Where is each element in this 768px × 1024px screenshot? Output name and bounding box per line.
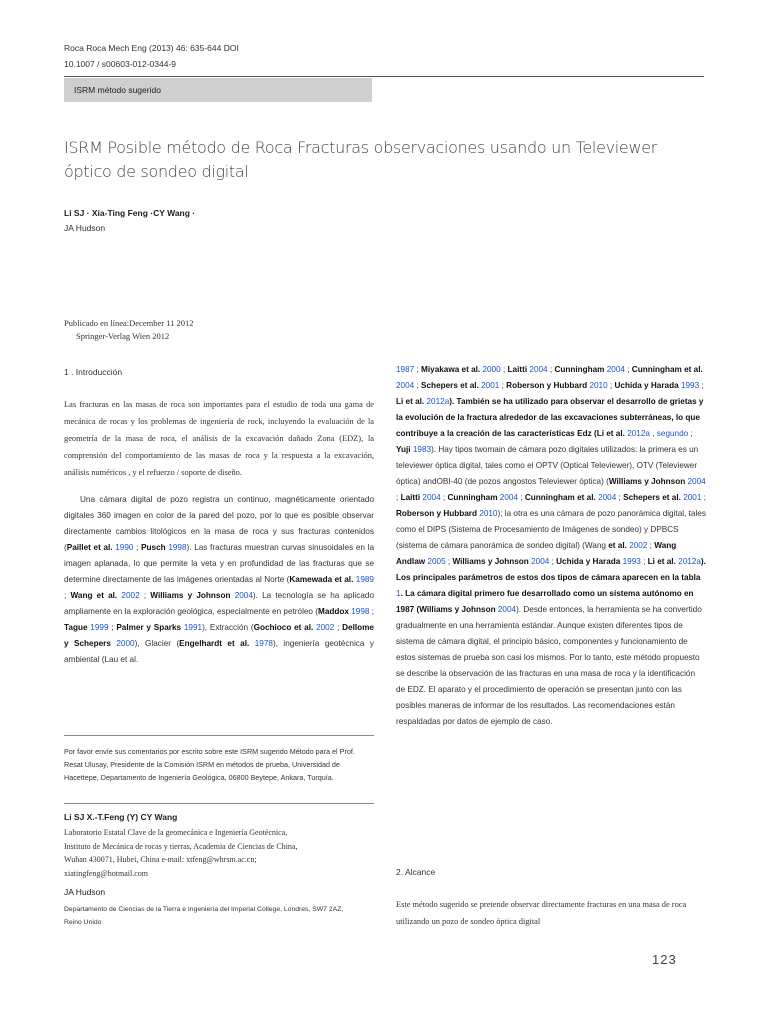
ref-link-2000[interactable]: 2000 xyxy=(116,639,135,648)
ref-williams: Williams y Johnson xyxy=(150,591,231,600)
ref-link-2012a-3[interactable]: 2012a xyxy=(678,557,701,566)
scope-heading: 2. Alcance xyxy=(396,867,436,877)
affil1-line-1: Laboratorio Estatal Clave de la geomecánica e Ingeniería Geotécnica, xyxy=(64,828,288,837)
ref-dellome: Dellome y Schepers xyxy=(64,623,374,648)
ref-miyakawa: Miyakawa et al. xyxy=(421,365,481,374)
ref-link-2001b[interactable]: 2001 xyxy=(683,493,702,502)
ref-schepers-2: Schepers et al. xyxy=(623,493,681,502)
ref-williams-2: Williams y Johnson xyxy=(608,477,686,486)
affil2-line-2: Reino Unido xyxy=(64,919,102,926)
ref-palmer: Palmer y Sparks xyxy=(116,623,182,632)
affiliation-1-name: Li SJ X.-T.Feng (Y) CY Wang xyxy=(64,812,178,822)
ref-link-1991[interactable]: 1991 xyxy=(183,623,203,632)
ref-li-3: Li et al. xyxy=(647,557,676,566)
ref-laitti: Laitti xyxy=(507,365,528,374)
p2-s5: ), Glacier ( xyxy=(134,639,180,648)
ref-link-1999[interactable]: 1999 xyxy=(90,623,109,632)
scope-text: Este método sugerido se pretende observar directamente fracturas en una masa de roca utilizando un pozo de sondeo óptica digital xyxy=(396,900,687,926)
suggested-method-tag: ISRM método sugerido xyxy=(64,78,372,102)
ref-kamewada: Kamewada et al. xyxy=(289,575,354,584)
ref-link-1990[interactable]: 1990 xyxy=(115,543,134,552)
rp-s4: ). Los principales parámetros de estos dos tipos de cámara aparecen en la tabla xyxy=(396,557,706,582)
p2-s6: ), ingeniería geotécnica y ambiental (Lau et al. xyxy=(64,639,374,664)
ref-williams-3: Williams y Johnson xyxy=(452,557,529,566)
ref-link-1998b[interactable]: 1998 xyxy=(351,607,370,616)
ref-link-2004c[interactable]: 2004 xyxy=(606,365,625,374)
intro-paragraph-1 xyxy=(64,396,374,481)
p2-s2: . Las fracturas muestran curvas sinusoidales en la imagen aplanada, lo que permite la veta y en profundidad de las fracturas que se determine directamente de las imágenes orientadas al Norte ( xyxy=(64,543,374,584)
rp-s3: ); la otra es una cámara de pozo panorámica digital, tales como el DIPS (Sistema de Procesamiento de Imágenes de sondeo) y DPBCS (sistema de cámara panorámica de sondeo digital) (Wang xyxy=(396,509,706,550)
right-column-paragraph: 1987 ; Miyakawa et al. 2000 ; Laitti 2004 ; Cunningham 2004 ; Cunningham et al. 2004 ; Schepers et al. 2001 ; Roberson y Hubbard 2010 ; Uchida y Harada 1993 ; Li et al. 2012a). También se ha utilizado para observar el desarrollo de grietas y la evolución de la fractura alrededor de las excavaciones subterráneas, lo que contribuye a la creación de las características Edz (Li et al. 2012a , segundo ; Yuji 1983). Hay tipos twomain de cámara pozo digitales utilizados: la primera es un televiewer óptica digital, tales como el OPTV (Optical Televiewer), OTV (Televiewer óptica) andOBI-40 (de pozos angostos Televiewer óptica) (Williams y Johnson 2004 ; Laitti 2004 ; Cunningham 2004 ; Cunningham et al. 2004 ; Schepers et al. 2001 ; Roberson y Hubbard 2010); la otra es una cámara de pozo panorámica digital, tales como el DIPS (Sistema de Procesamiento de Imágenes de sondeo) y DPBCS (sistema de cámara panorámica de sondeo digital) (Wang et al. 2002 ; Wang Andlaw 2005 ; Williams y Johnson 2004 ; Uchida y Harada 1993 ; Li et al. 2012a). Los principales parámetros de estos dos tipos de cámara aparecen en la tabla 1. La cámara digital primero fue desarrollado como un sistema autónomo en 1987 (Williams y Johnson 2004). Desde entonces, la herramienta se ha convertido gradualmente en una herramienta estándar. Aunque existen diferentes tipos de sistema de cámara digital, el principio básico, componentes y funcionamiento de estos sistemas de prueba son casi los mismos. Por lo tanto, este método propuesto se describe la observación de las fracturas en una masa de roca y la identificación de EDZ. El aparato y el procedimiento de operación se presentan junto con las posibles maneras de informar de los resultados. Las recomendaciones están respaldadas por datos de ejemplo de caso. xyxy=(396,365,706,726)
ref-yuji: Yuji xyxy=(396,445,411,454)
ref-link-2010[interactable]: 2010 xyxy=(589,381,608,390)
ref-link-2004e[interactable]: 2004 xyxy=(687,477,706,486)
ref-link-2004h[interactable]: 2004 xyxy=(598,493,617,502)
ref-link-2004j[interactable]: 2004 xyxy=(497,605,517,614)
intro-paragraph-1-text: Las fracturas en las masas de roca son importantes para el estudio de toda una gama de mecánica de rocas y los problemas de ingeniería de rock, incluyendo la evaluación de la geometría de la masa de roca, el análisis de la excavación dañado Zona (EDZ), la comprensión del comportamiento de las masas de roca y la respuesta a la excavación, análisis numéricos , y el refuerzo / soporte de diseño. xyxy=(64,400,374,477)
affil1-line-4: xiatingfeng@hotmail.com xyxy=(64,868,149,878)
ref-uchida: Uchida y Harada xyxy=(614,381,679,390)
affil2-line-1: Departamento de Ciencias de la Tierra e Ingeniería del Imperial College, Londres, SW7 2AZ, xyxy=(64,906,344,913)
affiliation-rule xyxy=(64,803,374,804)
rp-s5: . La cámara digital primero fue desarrollado como un sistema autónomo en 1987 ( xyxy=(396,589,694,614)
ref-roberson-2: Roberson y Hubbard xyxy=(396,509,477,518)
ref-wang-andlaw: Wang Andlaw xyxy=(396,541,677,566)
ref-link-2012a[interactable]: 2012a xyxy=(426,397,450,406)
ref-link-2001[interactable]: 2001 xyxy=(481,381,500,390)
ref-link-2004d[interactable]: 2004 xyxy=(396,381,415,390)
ref-link-2004f[interactable]: 2004 xyxy=(422,493,441,502)
header-rule xyxy=(64,76,704,77)
ref-pusch: Pusch xyxy=(141,543,166,552)
table-link-1[interactable]: 1 xyxy=(396,589,401,598)
ref-paillet: Paillet et al. xyxy=(66,543,113,552)
ref-link-2000b[interactable]: 2000 xyxy=(482,365,501,374)
ref-link-1993b[interactable]: 1993 xyxy=(622,557,641,566)
ref-link-2005[interactable]: 2005 xyxy=(427,557,446,566)
p2-s4: ), Extracción ( xyxy=(202,623,254,632)
ref-link-1987[interactable]: 1987 xyxy=(396,365,415,374)
ref-link-2004g[interactable]: 2004 xyxy=(499,493,518,502)
ref-laitti-2: Laitti xyxy=(400,493,421,502)
copyright-line: Springer-Verlag Wien 2012 xyxy=(76,331,170,341)
p2-s3: ). La tecnología se ha aplicado ampliamente en la exploración geológica, especialmente en petróleo ( xyxy=(64,591,374,616)
rp-s1: ). También se ha utilizado para observar el desarrollo de grietas y la evolución de la fractura alrededor de las excavaciones subterráneas, lo que contribuye a la creación de las características Edz ( xyxy=(396,397,704,438)
ref-link-1993[interactable]: 1993 xyxy=(680,381,700,390)
ref-cunningham-etal: Cunningham et al. xyxy=(631,365,703,374)
ref-cunningham: Cunningham xyxy=(554,365,605,374)
affiliation-1-address xyxy=(64,826,374,880)
ref-gochioco: Gochioco et al. xyxy=(253,623,314,632)
ref-cunningham-etal-2: Cunningham et al. xyxy=(524,493,596,502)
ref-link-2002c[interactable]: 2002 xyxy=(629,541,648,550)
ref-link-1989[interactable]: 1989 xyxy=(355,575,374,584)
ref-link-2002b[interactable]: 2002 xyxy=(316,623,335,632)
affiliation-2-name: JA Hudson xyxy=(64,887,106,897)
ref-williams-4: Williams y Johnson xyxy=(419,605,496,614)
p2-s1: Una cámara digital de pozo registra un continuo, magnéticamente orientado digitales 360 imagen en color de la pared del pozo, por lo que es posible observar directamente cambios litológicos en la masa de roca y sus fracturas contenidos ( xyxy=(64,495,374,552)
ref-li: Li et al. xyxy=(396,397,425,406)
ref-uchida-2: Uchida y Harada xyxy=(556,557,621,566)
ref-link-1983[interactable]: 1983 xyxy=(412,445,432,454)
ref-wang: Wang et al. xyxy=(70,591,118,600)
journal-doi: 10.1007 / s00603-012-0344-9 xyxy=(64,59,177,69)
ref-etal: et al. xyxy=(608,541,627,550)
ref-engelhardt: Engelhardt et al. xyxy=(179,639,250,648)
ref-link-segundo[interactable]: segundo xyxy=(656,429,689,438)
author-line-1: Li SJ · Xia-Ting Feng ·CY Wang · xyxy=(64,208,196,218)
intro-paragraph-2: Una cámara digital de pozo registra un continuo, magnéticamente orientado digitales 360 imagen en color de la pared del pozo, por lo que es posible observar directamente cambios litológicos en la masa de roca y sus fracturas contenidos (Paillet et al. 1990 ; Pusch 1998). Las fracturas muestran curvas sinusoidales en la imagen aplanada, lo que permite la veta y en profundidad de las fracturas que se determine directamente de las imágenes orientadas al Norte (Kamewada et al. 1989 ; Wang et al. 2002 ; Williams y Johnson 2004). La tecnología se ha aplicado ampliamente en la exploración geológica, especialmente en petróleo (Maddox 1998 ; Tague 1999 ; Palmer y Sparks 1991), Extracción (Gochioco et al. 2002 ; Dellome y Schepers 2000), Glacier (Engelhardt et al. 1978), ingeniería geotécnica y ambiental (Lau et al. xyxy=(64,495,374,664)
ref-roberson: Roberson y Hubbard xyxy=(506,381,588,390)
ref-maddox: Maddox xyxy=(318,607,349,616)
article-title: ISRM Posible método de Roca Fracturas observaciones usando un Televiewer óptico de sondeo digital xyxy=(64,138,658,181)
rp-s6: ). Desde entonces, la herramienta se ha convertido gradualmente en una herramienta estándar. Aunque existen diferentes tipos de sistema de cámara digital, el principio básico, componentes y funcionamiento de estos sistemas de prueba son casi los mismos. Por lo tanto, este método propuesto se describe la observación de las fracturas en una masa de roca y la identificación de EDZ. El aparato y el procedimiento de operación se presentan junto con las posibles maneras de informar de los resultados. Las recomendaciones están respaldadas por datos de ejemplo de caso. xyxy=(396,605,702,726)
journal-citation: Roca Roca Mech Eng (2013) 46: 635-644 DOI xyxy=(64,43,239,53)
ref-link-1978[interactable]: 1978 xyxy=(254,639,273,648)
ref-link-2004b[interactable]: 2004 xyxy=(529,365,548,374)
rp-s2: ). Hay tipos twomain de cámara pozo digitales utilizados: la primera es un televiewer óptica digital, tales como el OPTV (Optical Televiewer), OTV (Televiewer óptica) andOBI-40 (de pozos angostos Televiewer óptica) ( xyxy=(396,445,699,486)
footnote-rule xyxy=(64,735,374,736)
footnote-text: Por favor envíe sus comentarios por escrito sobre este ISRM sugerido Método para el Prof. Resat Ulusay, Presidente de la Comisión ISRM en métodos de prueba, Universidad de Hacettepe, Departamento de Ingeniería Geológica, 06800 Beytepe, Ankara, Turquía. xyxy=(64,747,355,782)
ref-link-2002[interactable]: 2002 xyxy=(121,591,140,600)
affil1-line-3: Wuhan 430071, Hubei, China e-mail: xtfeng@whrsm.ac.cn; xyxy=(64,855,257,864)
author-line-2: JA Hudson xyxy=(64,223,106,233)
ref-link-2012a-2[interactable]: 2012a xyxy=(627,429,650,438)
published-online: Publicado en línea:December 11 2012 xyxy=(64,318,194,328)
ref-li-2: Li et al. xyxy=(596,429,625,438)
affil1-line-2: Instituto de Mecánica de rocas y tierras, Academia de Ciencias de China, xyxy=(64,841,298,851)
ref-link-2004i[interactable]: 2004 xyxy=(531,557,550,566)
ref-link-2010b[interactable]: 2010 xyxy=(479,509,498,518)
page-number: 123 xyxy=(652,952,677,967)
affiliation-2-address xyxy=(64,903,384,929)
ref-cunningham-2: Cunningham xyxy=(447,493,498,502)
ref-tague: Tague xyxy=(64,623,88,632)
intro-heading: 1 . Introducción xyxy=(64,367,123,377)
ref-schepers: Schepers et al. xyxy=(421,381,479,390)
ref-link-1998[interactable]: 1998 xyxy=(168,543,187,552)
ref-link-2004[interactable]: 2004 xyxy=(234,591,253,600)
